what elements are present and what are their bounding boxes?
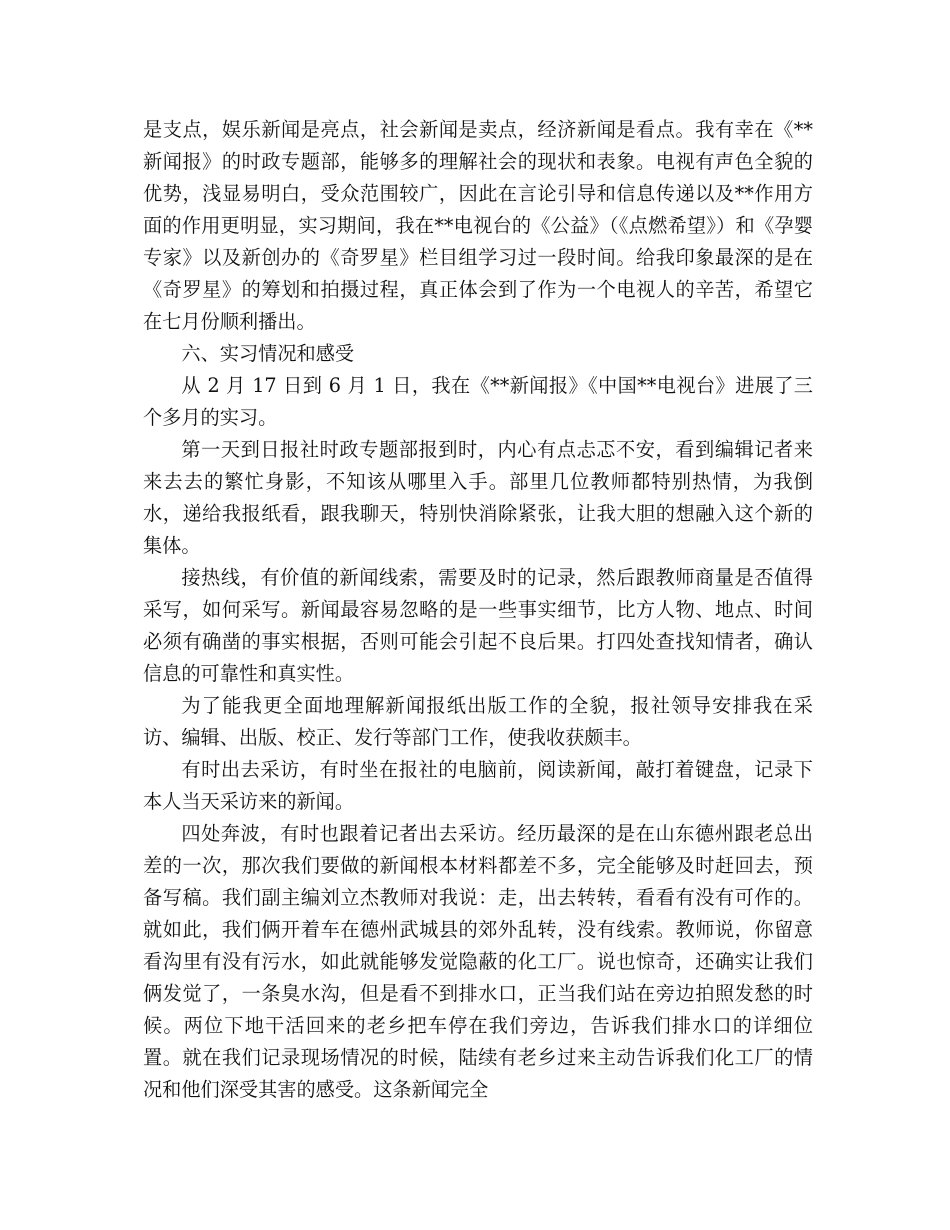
paragraph-5: 接热线，有价值的新闻线索，需要及时的记录，然后跟教师商量是否值得采写，如何采写。新闻最容易忽略的是一些事实细节，比方人物、地点、时间必须有确凿的事实根据，否则可能会引起不良后果。打四处查找知情者，确认信息的可靠性和真实性。 <box>143 566 813 685</box>
paragraph-1: 是支点，娱乐新闻是亮点，社会新闻是卖点，经济新闻是看点。我有幸在《**新闻报》的时政专题部，能够多的理解社会的现状和表象。电视有声色全貌的优势，浅显易明白，受众范围较广，因此在言论引导和信息传递以及**作用方面的作用更明显，实习期间，我在**电视台的《公益》（《点燃希望》）和《孕婴专家》以及新创办的《奇罗星》栏目组学习过一段时间。给我印象最深的是在《奇罗星》的筹划和拍摄过程，真正体会到了作为一个电视人的辛苦，希望它在七月份顺利播出。 <box>143 118 813 333</box>
paragraph-8: 四处奔波，有时也跟着记者出去采访。经历最深的是在山东德州跟老总出差的一次，那次我们要做的新闻根本材料都差不多，完全能够及时赶回去，预备写稿。我们副主编刘立杰教师对我说：走，出去转转，看看有没有可作的。就如此，我们俩开着车在德州武城县的郊外乱转，没有线索。教师说，你留意看沟里有没有污水，如此就能够发觉隐蔽的化工厂。说也惊奇，还确实让我们俩发觉了，一条臭水沟，但是看不到排水口，正当我们站在旁边拍照发愁的时候。两位下地干活回来的老乡把车停在我们旁边，告诉我们排水口的详细位置。就在我们记录现场情况的时候，陆续有老乡过来主动告诉我们化工厂的情况和他们深受其害的感受。这条新闻完全 <box>143 822 813 1101</box>
document-page <box>143 114 813 1106</box>
paragraph-4: 第一天到日报社时政专题部报到时，内心有点忐忑不安，看到编辑记者来来去去的繁忙身影，不知该从哪里入手。部里几位教师都特别热情，为我倒水，递给我报纸看，跟我聊天，特别快消除紧张，让我大胆的想融入这个新的集体。 <box>143 438 813 557</box>
section-heading: 六、实习情况和感受 <box>181 342 355 365</box>
paragraph-6: 为了能我更全面地理解新闻报纸出版工作的全貌，报社领导安排我在采访、编辑、出版、校正、发行等部门工作，使我收获颇丰。 <box>143 694 813 749</box>
paragraph-7: 有时出去采访，有时坐在报社的电脑前，阅读新闻，敲打着键盘，记录下本人当天采访来的新闻。 <box>143 758 813 813</box>
paragraph-3: 从 2 月 17 日到 6 月 1 日，我在《**新闻报》《中国**电视台》进展了三个多月的实习。 <box>143 374 813 429</box>
